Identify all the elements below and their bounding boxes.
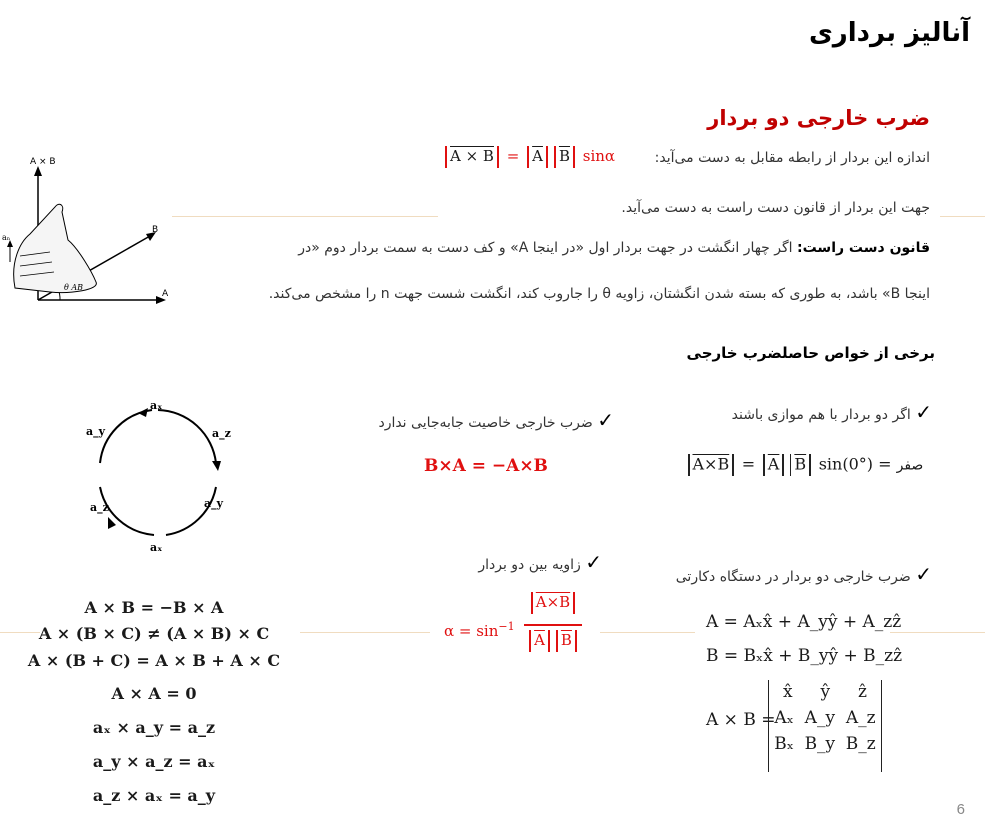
identity-line: a_y × a_z = aₓ xyxy=(92,752,216,771)
label-an: aₙ xyxy=(2,233,11,242)
parallel-item xyxy=(732,400,932,424)
right-hand-rule-line1 xyxy=(210,240,930,256)
det-cell: Bₓ xyxy=(774,734,794,754)
direction-text: جهت این بردار از قانون دست راست به دست می‌آید. xyxy=(621,200,930,216)
det-cell: Aₓ xyxy=(774,708,794,728)
divider-line xyxy=(300,632,430,633)
formula-sin: sin(0°) = xyxy=(818,454,892,474)
determinant-row xyxy=(769,734,881,754)
angle-item xyxy=(478,550,602,574)
formula-den-b: $\overline{B}$ xyxy=(560,631,572,649)
right-hand-rule-line2: اینجا B» باشد، به طوری که بسته شدن انگشتان، زاویه θ را جاروب کند، انگشت شست جهت n را مشخص می‌کند. xyxy=(268,286,930,302)
page-number: 6 xyxy=(956,801,965,818)
label-a: A xyxy=(162,289,169,299)
cartesian-text: ضرب خارجی دو بردار در دستگاه دکارتی xyxy=(675,569,911,585)
det-cell: A_y xyxy=(804,708,836,728)
det-cell: x̂ xyxy=(782,682,793,702)
formula-term: $\overline{B}$ xyxy=(558,147,570,165)
label-b: B xyxy=(152,225,159,235)
det-cell: B_y xyxy=(804,734,836,754)
divider-line xyxy=(940,216,985,217)
formula-term: $\overline{B}$ xyxy=(794,454,807,474)
formula-term: A×B xyxy=(692,454,730,474)
formula-alpha: α = sin xyxy=(444,622,499,640)
right-hand-figure xyxy=(0,152,175,312)
identity-line: a_z × aₓ = a_y xyxy=(92,786,216,805)
magnitude-formula xyxy=(442,146,615,168)
check-icon: ✓ xyxy=(585,550,602,574)
properties-title: برخی از خواص حاصلضرب خارجی xyxy=(686,344,935,362)
section-title: ضرب خارجی دو بردار xyxy=(707,106,930,130)
cycle-label-top: aₓ xyxy=(150,399,163,412)
divider-line xyxy=(890,632,985,633)
formula-sin: sinα xyxy=(582,147,616,165)
det-cell: B_z xyxy=(845,734,876,754)
cycle-label-right-bottom: a_y xyxy=(204,497,224,510)
noncommutative-text: ضرب خارجی خاصیت جابه‌جایی ندارد xyxy=(378,415,593,431)
formula-term: $\overline{A}$ xyxy=(767,454,780,474)
cartesian-a: A = Aₓx̂ + A_yŷ + A_zẑ xyxy=(706,612,902,632)
page-title: آنالیز برداری xyxy=(808,18,970,48)
noncommutative-item xyxy=(378,408,614,432)
label-axb: A × B xyxy=(30,157,56,167)
cartesian-b: B = Bₓx̂ + B_yŷ + B_zẑ xyxy=(706,646,903,666)
label-theta: θ AB xyxy=(64,283,84,292)
cartesian-item xyxy=(676,562,932,586)
det-cell: ŷ xyxy=(820,682,831,702)
formula-num: A×B xyxy=(535,593,571,611)
cycle-diagram xyxy=(78,395,238,555)
det-cell: A_z xyxy=(845,708,876,728)
check-icon: ✓ xyxy=(915,400,932,424)
angle-text: زاویه بین دو بردار xyxy=(478,557,581,573)
identity-line: aₓ × a_y = a_z xyxy=(92,718,216,737)
identity-line: A × A = 0 xyxy=(111,684,197,703)
determinant-lhs: A × B = xyxy=(706,710,776,730)
formula-term: $\overline{A}$ xyxy=(532,147,543,165)
determinant-row xyxy=(769,682,881,702)
formula-den-a: $\overline{A}$ xyxy=(534,631,545,649)
check-icon: ✓ xyxy=(597,408,614,432)
divider-line xyxy=(600,632,695,633)
rule-label: قانون دست راست: xyxy=(797,240,930,256)
cycle-label-right-top: a_z xyxy=(212,427,231,440)
parallel-formula: $A\times B = \overline{A}$ $\overline{B}$ sin(0°) = صفر xyxy=(685,454,923,476)
formula-term: A × B xyxy=(450,147,494,165)
cycle-label-bottom: aₓ xyxy=(150,541,163,554)
noncommutative-formula: B×A = −A×B xyxy=(424,456,548,476)
divider-line xyxy=(172,216,438,217)
determinant-matrix xyxy=(768,680,882,772)
check-icon: ✓ xyxy=(915,562,932,586)
cycle-label-left-bottom: a_z xyxy=(90,501,109,514)
identity-line: A × (B × C) ≠ (A × B) × C xyxy=(38,624,270,643)
formula-eq: = xyxy=(506,147,520,165)
magnitude-text: اندازه این بردار از رابطه مقابل به دست می‌آید: xyxy=(654,150,930,166)
determinant-row xyxy=(769,708,881,728)
identity-line: A × B = −B × A xyxy=(84,598,224,617)
formula-zero: صفر xyxy=(896,457,924,474)
cycle-label-left-top: a_y xyxy=(86,425,106,438)
formula-exp: −1 xyxy=(498,620,515,633)
identity-line: A × (B + C) = A × B + A × C xyxy=(27,651,281,670)
parallel-text: اگر دو بردار با هم موازی باشند xyxy=(731,407,911,423)
det-cell: ẑ xyxy=(858,682,868,702)
rule-text: اگر چهار انگشت در جهت بردار اول «در اینجا A» و کف دست به سمت بردار دوم «در xyxy=(298,240,793,256)
